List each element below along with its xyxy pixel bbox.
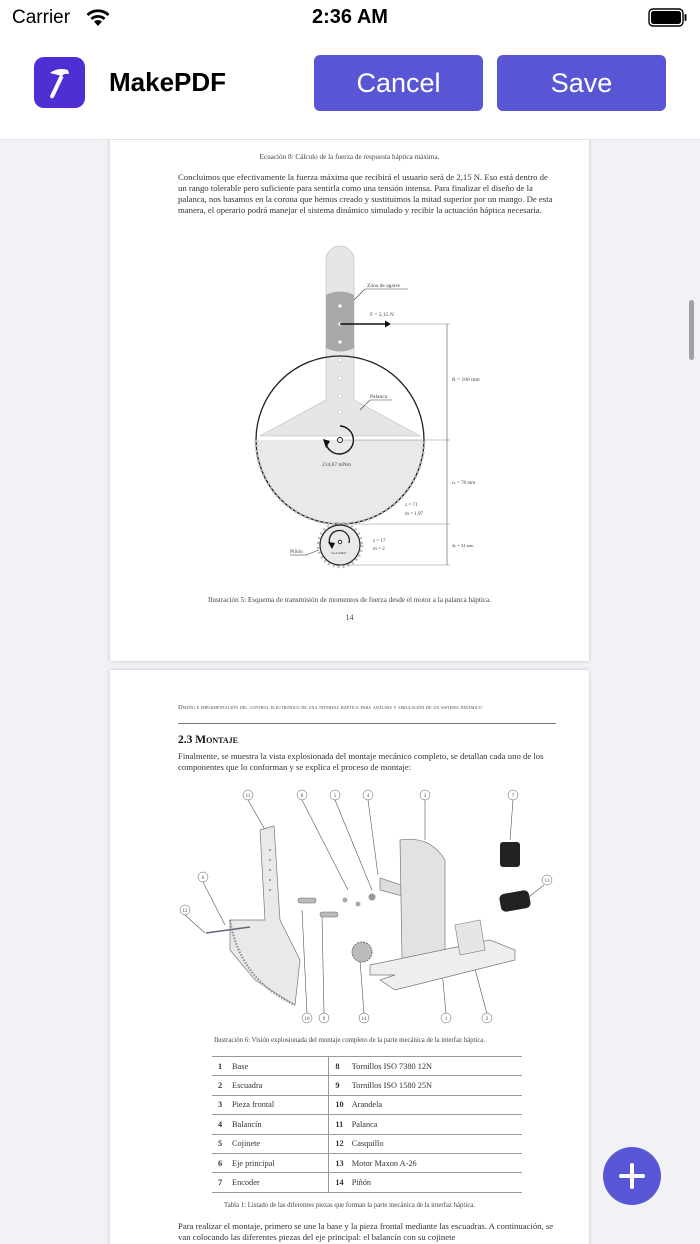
header-rule xyxy=(178,723,556,724)
figure-caption: Ilustración 5: Esquema de transmisión de momentos de fuerza desde el motor a la palanca háptica. xyxy=(207,596,491,604)
svg-text:10: 10 xyxy=(304,1017,310,1022)
equation-caption: Ecuación 8: Cálculo de la fuerza de respuesta háptica máxima. xyxy=(259,153,440,161)
table-caption: Tabla 1: Listado de las diferentes piezas que forman la parte mecánica de la interfaz háptica. xyxy=(224,1202,475,1209)
body-paragraph: Concluimos que efectivamente la fuerza máxima que recibirá el usuario será de 2,15 N. Eso está dentro de un rango tolerable pero suficiente para sentirla como una tensión intensa. Para finalizar el diseño de la palanca, nos basamos en la corona que hemos creado y sustituimos la mitad superior por un mango. De esta manera, el operario podrá manejar el sistema dinámico simulado y recibir la actuación háptica necesaria. xyxy=(178,172,553,215)
svg-text:m = 2: m = 2 xyxy=(373,547,385,552)
svg-text:R = 100 mm: R = 100 mm xyxy=(452,377,480,383)
vertical-scrollbar[interactable] xyxy=(689,300,694,360)
cancel-button[interactable]: Cancel xyxy=(314,55,483,111)
svg-text:2: 2 xyxy=(485,1017,489,1022)
battery-full-icon xyxy=(648,8,688,27)
svg-text:Piñón: Piñón xyxy=(290,549,303,555)
running-head: Diseño e implementación del control electrónico de una interfaz háptica para análisis y simulación de un sistema dinámico xyxy=(178,704,482,711)
parts-table xyxy=(212,1056,522,1193)
section-title: 2.3 Montaje xyxy=(178,734,238,746)
save-button[interactable]: Save xyxy=(497,55,666,111)
status-bar xyxy=(0,0,700,36)
svg-text:z = 17: z = 17 xyxy=(373,539,386,544)
table-row: 2 Escuadra 9 Tornillos ISO 1580 25N xyxy=(212,1076,522,1095)
svg-text:3: 3 xyxy=(423,794,427,799)
hammer-icon xyxy=(34,57,85,108)
lever-gear-diagram xyxy=(240,240,540,570)
table-row: 6 Eje principal 13 Motor Maxon A-26 xyxy=(212,1153,522,1172)
pdf-viewer[interactable] xyxy=(0,140,700,1244)
svg-text:7: 7 xyxy=(511,794,515,799)
app-title: MakePDF xyxy=(109,67,227,97)
svg-text:11: 11 xyxy=(245,794,251,799)
svg-text:214,67 mNm: 214,67 mNm xyxy=(322,462,352,468)
table-row: 5 Cojinete 12 Casquillo xyxy=(212,1134,522,1153)
svg-text:6: 6 xyxy=(201,876,205,881)
body-paragraph: Para realizar el montaje, primero se une la base y la pieza frontal mediante las escuadras. A continuación, se van colocando las diferentes piezas del eje principal: el balancín con su cojinete xyxy=(178,1221,554,1242)
svg-text:13: 13 xyxy=(544,879,550,884)
app-header xyxy=(0,36,700,140)
svg-text:5: 5 xyxy=(333,794,337,799)
figure-caption: Ilustración 6: Visión explosionada del montaje completo de la parte mecánica de la interfaz háptica. xyxy=(213,1037,486,1044)
table-row: 4 Balancín 11 Palanca xyxy=(212,1115,522,1134)
svg-text:m = 1,97: m = 1,97 xyxy=(405,512,423,517)
pdf-page-14 xyxy=(110,140,589,661)
plus-icon xyxy=(618,1162,646,1190)
app-icon xyxy=(34,57,85,108)
add-button[interactable] xyxy=(603,1147,661,1205)
pdf-page-15 xyxy=(110,670,589,1244)
svg-text:1: 1 xyxy=(444,1017,448,1022)
table-row: 7 Encoder 14 Piñón xyxy=(212,1173,522,1192)
svg-text:12: 12 xyxy=(182,909,188,914)
svg-text:dₚ = 34 mm: dₚ = 34 mm xyxy=(452,543,474,548)
svg-text:F = 2,15 N: F = 2,15 N xyxy=(370,312,394,318)
svg-text:9: 9 xyxy=(322,1017,326,1022)
exploded-view-diagram xyxy=(170,780,570,1030)
table-row: 3 Pieza frontal 10 Arandela xyxy=(212,1095,522,1114)
clock: 2:36 AM xyxy=(312,6,388,28)
svg-text:8: 8 xyxy=(300,794,304,799)
intro-paragraph: Finalmente, se muestra la vista explosionada del montaje mecánico completo, se detallan cada uno de los componentes que lo conforman y se explica el proceso de montaje: xyxy=(178,751,544,772)
page-number: 14 xyxy=(345,613,354,622)
svg-text:z = 71: z = 71 xyxy=(405,503,418,508)
svg-text:rₚ = 70 mm: rₚ = 70 mm xyxy=(452,481,476,486)
svg-text:Palanca: Palanca xyxy=(370,394,388,400)
svg-text:54,4 mNm: 54,4 mNm xyxy=(331,551,346,555)
svg-text:4: 4 xyxy=(366,794,370,799)
svg-text:Zona de agarre: Zona de agarre xyxy=(367,283,400,289)
table-row: 1 Base 8 Tornillos ISO 7380 12N xyxy=(212,1057,522,1076)
carrier-label: Carrier xyxy=(12,7,71,28)
svg-text:14: 14 xyxy=(361,1017,367,1022)
